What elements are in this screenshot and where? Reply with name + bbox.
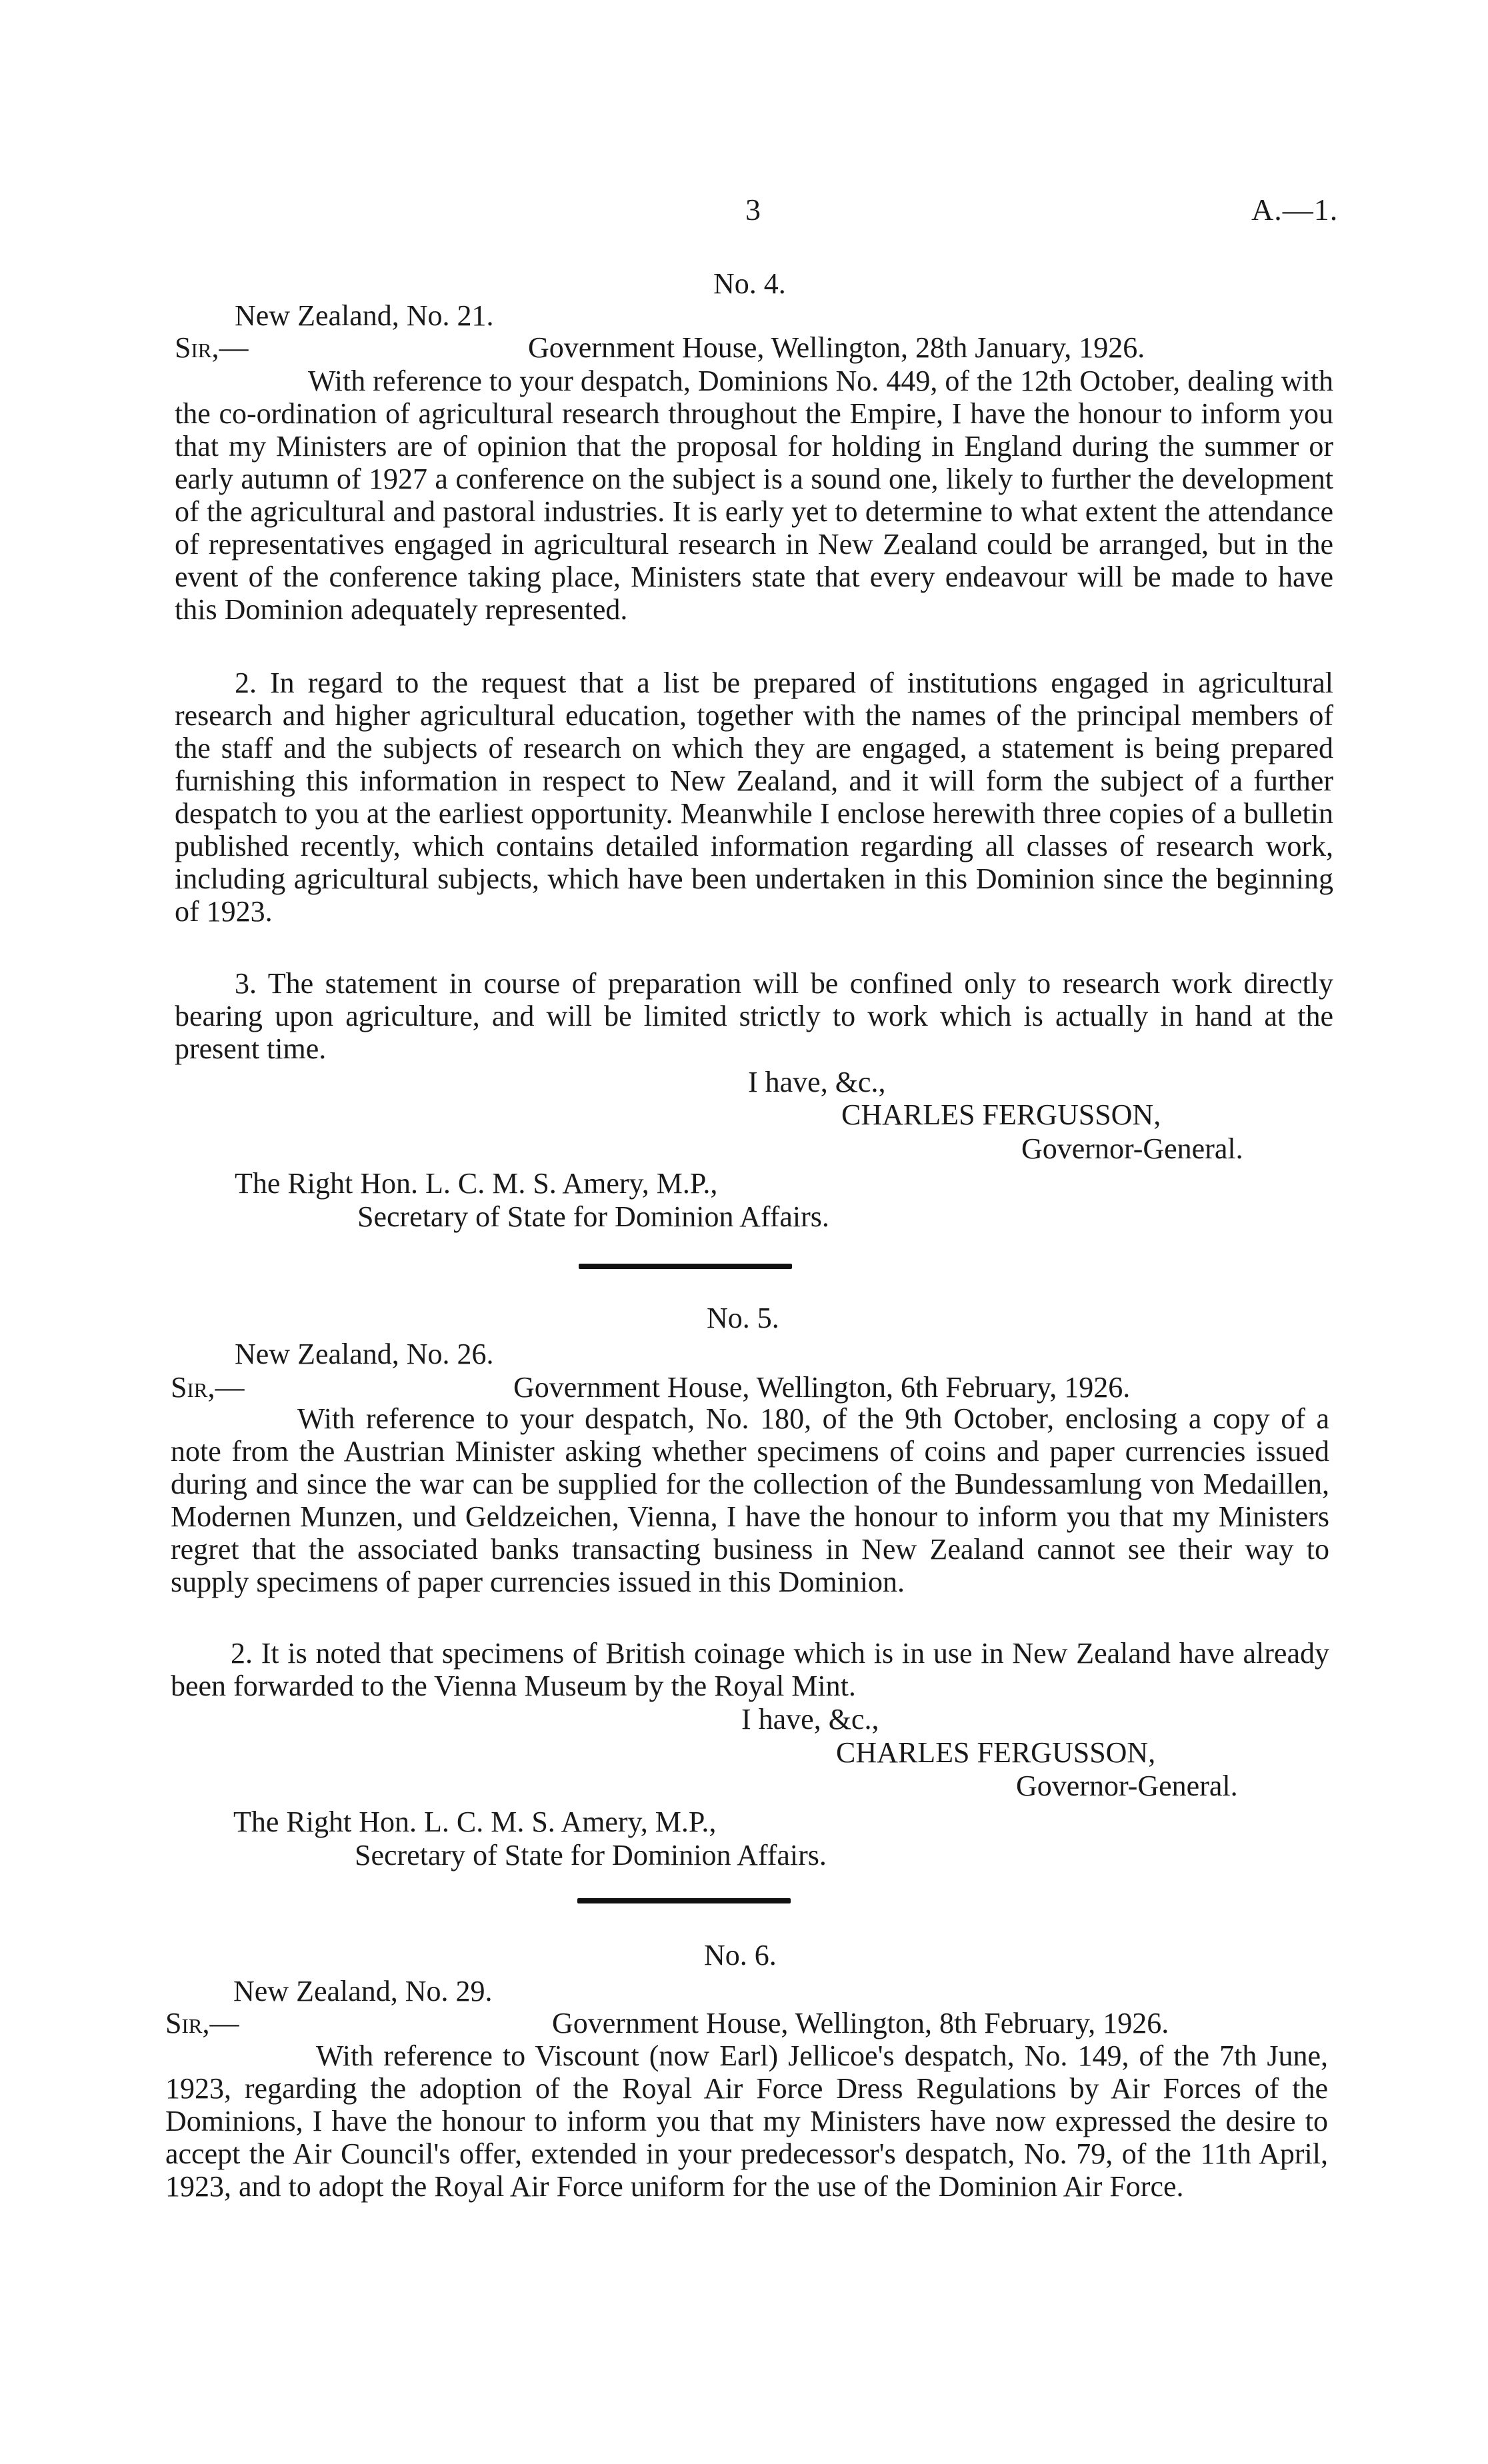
- place-date: Government House, Wellington, 6th February, 1926.: [513, 1371, 1131, 1404]
- salutation: Sir,—: [171, 1371, 245, 1404]
- signatory: CHARLES FERGUSSON,: [836, 1736, 1156, 1769]
- despatch-number: No. 6.: [704, 1939, 777, 1971]
- paragraph: With reference to your despatch, No. 180, of the 9th October, enclosing a copy of a note from the Austrian Minister asking whether specimens of coins and paper currencies issued during and since the war can be supplied for the collection of the Bundessamlung von Medaillen, Modernen Munzen, und Geldzeichen, Vienna, I have the honour to inform you that my Ministers regret that the associated banks transacting business in New Zealand cannot see their way to supply specimens of paper currencies issued in this Dominion.: [171, 1402, 1329, 1598]
- salutation: Sir,—: [165, 2007, 239, 2039]
- salutation: Sir,—: [175, 331, 249, 364]
- closing: I have, &c.,: [748, 1066, 886, 1098]
- addressee-title: Secretary of State for Dominion Affairs.: [355, 1839, 827, 1871]
- paragraph: With reference to Viscount (now Earl) Jellicoe's despatch, No. 149, of the 7th June, 1923, regarding the adoption of the Royal Air Force Dress Regulations by Air Forces of the Dominions, I have the honour to inform you that my Ministers have now expressed the desire to accept the Air Council's offer, extended in your predecessor's despatch, No. 79, of the 11th April, 1923, and to adopt the Royal Air Force uniform for the use of the Dominion Air Force.: [165, 2039, 1328, 2203]
- despatch-number: No. 4.: [713, 267, 786, 300]
- page-number: 3: [745, 193, 761, 227]
- addressee-title: Secretary of State for Dominion Affairs.: [357, 1200, 829, 1233]
- section-divider: [579, 1264, 792, 1269]
- despatch-number: No. 5.: [707, 1302, 779, 1334]
- place-date: Government House, Wellington, 28th January, 1926.: [528, 331, 1145, 364]
- addressee: The Right Hon. L. C. M. S. Amery, M.P.,: [233, 1806, 717, 1838]
- paragraph: 2. It is noted that specimens of British coinage which is in use in New Zealand have already been forwarded to the Vienna Museum by the Royal Mint.: [171, 1637, 1329, 1702]
- paragraph: With reference to your despatch, Dominions No. 449, of the 12th October, dealing with the co-ordination of agricultural research throughout the Empire, I have the honour to inform you that my Ministers are of opinion that the proposal for holding in England during the summer or early autumn of 1927 a conference on the subject is a sound one, likely to further the development of the agricultural and pastoral industries. It is early yet to determine to what extent the attendance of representatives engaged in agricultural research in New Zealand could be arranged, but in the event of the conference taking place, Ministers state that every endeavour will be made to have this Dominion adequately represented.: [175, 365, 1333, 626]
- despatch-ref: New Zealand, No. 21.: [235, 299, 494, 332]
- signatory-title: Governor-General.: [1021, 1132, 1243, 1165]
- despatch-ref: New Zealand, No. 29.: [233, 1975, 493, 2007]
- signatory: CHARLES FERGUSSON,: [841, 1098, 1161, 1131]
- despatch-ref: New Zealand, No. 26.: [235, 1338, 494, 1370]
- closing: I have, &c.,: [741, 1703, 879, 1736]
- place-date: Government House, Wellington, 8th February, 1926.: [552, 2007, 1169, 2039]
- paragraph: 2. In regard to the request that a list be prepared of institutions engaged in agricultural research and higher agricultural education, together with the names of the principal members of the staff and the subjects of research on which they are engaged, a statement is being prepared furnishing this information in respect to New Zealand, and it will form the subject of a further despatch to you at the earliest opportunity. Meanwhile I enclose herewith three copies of a bulletin published recently, which contains detailed information regarding all classes of research work, including agricultural subjects, which have been undertaken in this Dominion since the beginning of 1923.: [175, 666, 1333, 928]
- signatory-title: Governor-General.: [1016, 1770, 1238, 1802]
- addressee: The Right Hon. L. C. M. S. Amery, M.P.,: [235, 1167, 718, 1200]
- section-divider: [577, 1898, 791, 1903]
- paragraph: 3. The statement in course of preparation will be confined only to research work directly bearing upon agriculture, and will be limited strictly to work which is actually in hand at the present time.: [175, 967, 1333, 1065]
- document-reference: A.—1.: [1251, 193, 1339, 227]
